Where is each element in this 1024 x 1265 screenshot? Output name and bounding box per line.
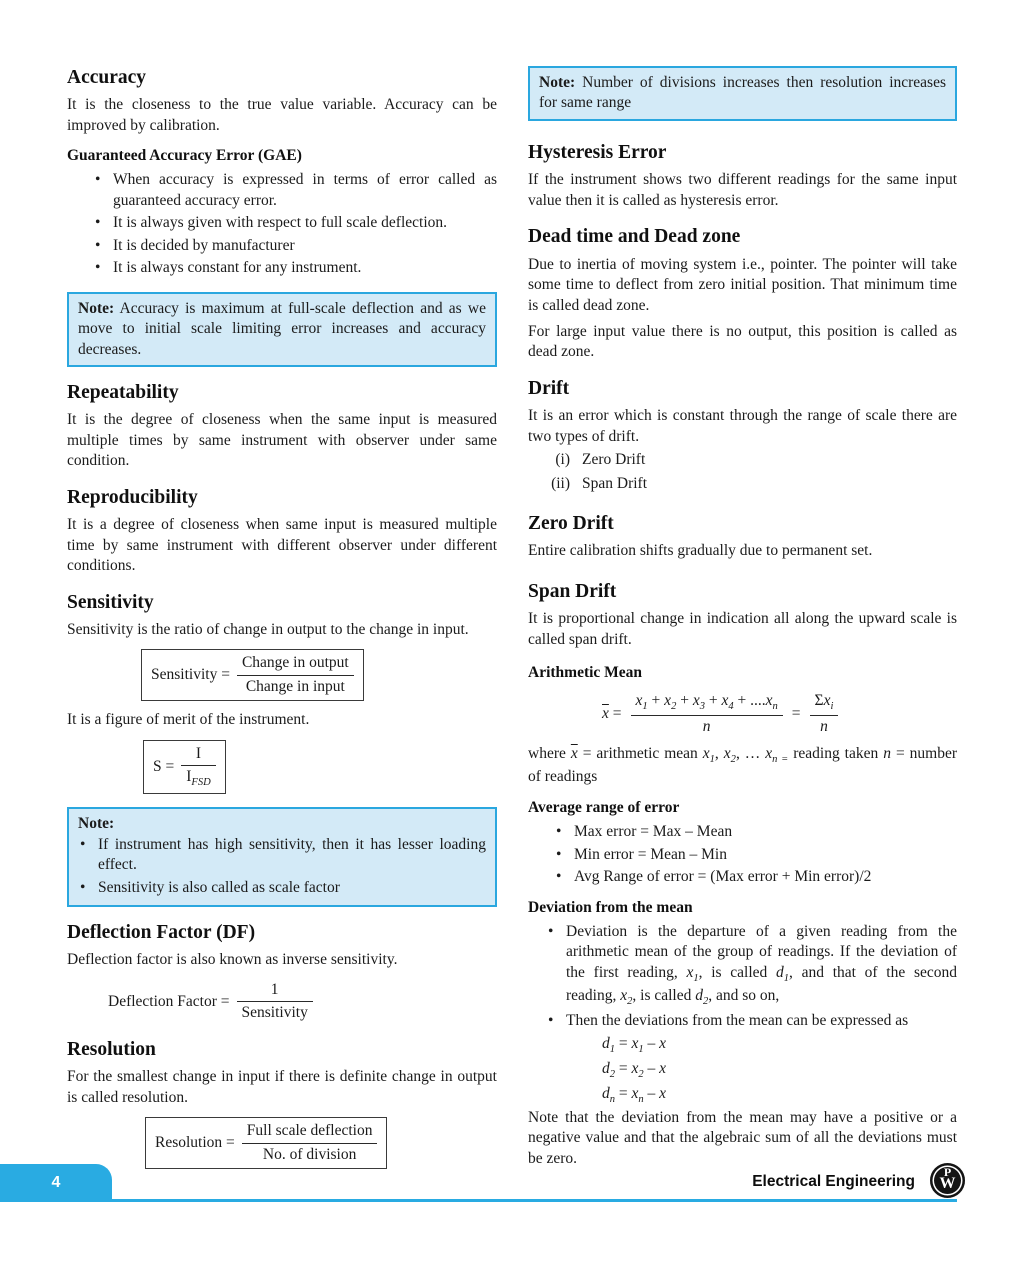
list-item-text: Deviation is the departure of a given reading from the arithmetic mean of the group of readings. If the deviation of the first reading, $x_1$, is called $d_1$, and that of the second reading, $x_2$, is called $d_2$, and so on, xyxy=(566,922,958,1007)
list-item-text: Sensitivity is also called as scale factor xyxy=(98,878,340,896)
left-column xyxy=(67,66,497,1178)
bullet-icon xyxy=(80,878,98,898)
bullet-icon xyxy=(95,258,113,278)
denominator: No. of division xyxy=(262,1145,357,1163)
heading-resolution: Resolution xyxy=(67,1038,156,1060)
heading-drift: Drift xyxy=(528,377,570,399)
list-item xyxy=(548,922,957,1009)
deviation-note: Note that the deviation from the mean may have a positive or a negative value and that the algebraic sum of all the deviations must be zero. xyxy=(528,1108,957,1167)
bullet-icon xyxy=(548,922,566,1009)
formula-box xyxy=(141,649,364,701)
list-item xyxy=(95,258,497,278)
note-text xyxy=(539,73,946,114)
denominator: n xyxy=(702,718,711,736)
list-item xyxy=(556,867,957,887)
list-item-text: It is always constant for any instrument. xyxy=(113,259,362,277)
span-drift-body: It is proportional change in indication all along the upward scale is called span drift. xyxy=(528,610,957,648)
heading-span-drift: Span Drift xyxy=(528,580,617,602)
note-label: Note: xyxy=(78,815,115,833)
equals-sign: = xyxy=(791,705,801,723)
fraction xyxy=(631,691,783,737)
sensitivity-formula xyxy=(141,649,497,701)
numerator: Change in output xyxy=(237,653,354,675)
formula-lhs: Resolution = xyxy=(155,1133,235,1151)
list-item-text: Max error = Max – Mean xyxy=(574,823,733,841)
heading-reproducibility: Reproducibility xyxy=(67,486,198,508)
heading-zero-drift: Zero Drift xyxy=(528,513,614,535)
list-item xyxy=(95,170,497,211)
fraction xyxy=(242,1121,378,1165)
heading-accuracy: Accuracy xyxy=(67,67,147,88)
list-item xyxy=(95,213,497,233)
list-item xyxy=(540,450,957,470)
deviation-equations xyxy=(602,1033,957,1108)
denominator: n xyxy=(820,718,828,736)
drift-type-list xyxy=(528,450,957,494)
fraction xyxy=(181,744,215,790)
heading-dead-zone: Dead time and Dead zone xyxy=(528,226,741,248)
list-item xyxy=(95,236,497,256)
list-item-text: Zero Drift xyxy=(582,451,646,469)
formula-lhs: S = xyxy=(153,757,175,775)
bullet-icon xyxy=(556,845,574,865)
list-item-text: Then the deviations from the mean can be expressed as xyxy=(566,1011,909,1029)
merit-body: It is a figure of merit of the instrument. xyxy=(67,711,310,729)
gae-bullet-list xyxy=(67,170,497,278)
note-label: Note: xyxy=(78,299,115,317)
note-box-resolution xyxy=(528,66,957,121)
heading-deflection-factor: Deflection Factor (DF) xyxy=(67,922,256,944)
dead-body-1: Due to inertia of moving system i.e., pointer. The pointer will take some time to deflect from zero initial position. That minimum time is called dead zone. xyxy=(528,255,957,314)
bullet-icon xyxy=(95,170,113,211)
equation-dn: $d_n = x_n - x$ xyxy=(602,1085,667,1106)
list-item xyxy=(540,474,957,494)
bullet-icon xyxy=(80,835,98,876)
logo-letter-w: W xyxy=(939,1175,956,1192)
bullet-icon xyxy=(556,867,574,887)
heading-average-range: Average range of error xyxy=(528,799,680,817)
list-item-text: Span Drift xyxy=(582,474,648,492)
bullet-icon xyxy=(95,236,113,256)
equation-d2: $d_2 = x_2 - x$ xyxy=(602,1060,667,1081)
page-number-tab xyxy=(0,1164,112,1202)
heading-deviation: Deviation from the mean xyxy=(528,898,693,916)
s-formula xyxy=(143,740,497,794)
reproducibility-body: It is a degree of closeness when same input is measured multiple time by same instrument with different observer under different conditions. xyxy=(67,516,497,575)
formula-lhs: $\overline{x}$ = xyxy=(602,705,622,723)
resolution-formula xyxy=(145,1117,497,1169)
publisher-pw-logo xyxy=(930,1163,965,1198)
denominator: Change in input xyxy=(245,677,345,695)
fraction xyxy=(237,653,354,697)
avg-bullet-list xyxy=(528,822,957,887)
note-body: Number of divisions increases then resolution increases for same range xyxy=(539,74,946,112)
drift-body: It is an error which is constant through the range of scale there are two types of drift. xyxy=(528,407,957,445)
numerator: Full scale deflection xyxy=(242,1121,378,1143)
bullet-icon xyxy=(556,822,574,842)
note-body: Accuracy is maximum at full-scale deflection and as we move to initial scale limiting error increases and accuracy decreases. xyxy=(78,299,486,358)
equation-d1: $d_1 = x_1 - x$ xyxy=(602,1035,667,1056)
logo-letter-p: P xyxy=(943,1165,952,1179)
bullet-icon xyxy=(548,1011,566,1031)
sensitivity-body: Sensitivity is the ratio of change in output to the change in input. xyxy=(67,620,469,638)
list-item xyxy=(556,845,957,865)
list-marker: (ii) xyxy=(551,474,570,492)
list-item xyxy=(548,1011,957,1031)
numerator: 1 xyxy=(237,980,313,1002)
note-text xyxy=(78,299,486,360)
accuracy-body: It is the closeness to the true value variable. Accuracy can be improved by calibration. xyxy=(67,96,497,134)
list-item xyxy=(80,878,486,898)
right-column xyxy=(528,66,957,1172)
heading-hysteresis: Hysteresis Error xyxy=(528,141,667,163)
formula-lhs: Sensitivity = xyxy=(151,666,230,684)
note-box-sensitivity xyxy=(67,807,497,907)
denominator: $I_{FSD}$ xyxy=(186,768,211,789)
df-formula xyxy=(108,980,497,1024)
formula xyxy=(108,980,313,1024)
mean-where-line: where $\overline{x}$ = arithmetic mean $x_1$, $x_2$, … $x_{n =}$ reading taken n = number of readings xyxy=(528,744,958,785)
numerator: $x_1 + x_2 + x_3 + x_4 + ....x_n$ xyxy=(631,691,783,716)
page-number: 4 xyxy=(51,1174,61,1192)
dead-body-2: For large input value there is no output, this position is called as dead zone. xyxy=(528,322,957,361)
list-item-text: Min error = Mean – Min xyxy=(574,845,727,863)
list-item-text: When accuracy is expressed in terms of error called as guaranteed accuracy error. xyxy=(113,171,497,209)
list-item-text: It is decided by manufacturer xyxy=(113,236,295,254)
df-body: Deflection factor is also known as inverse sensitivity. xyxy=(67,951,398,969)
formula-box xyxy=(143,740,226,794)
numerator: I xyxy=(181,744,215,766)
bullet-icon xyxy=(95,213,113,233)
heading-gae: Guaranteed Accuracy Error (GAE) xyxy=(67,147,302,165)
formula-box xyxy=(145,1117,387,1169)
book-title: Electrical Engineering xyxy=(752,1173,915,1190)
repeatability-body: It is the degree of closeness when the same input is measured multiple times by same instrument with observer under same condition. xyxy=(67,411,497,470)
deviation-bullet-list xyxy=(528,922,957,1031)
note-box-accuracy xyxy=(67,292,497,367)
list-item xyxy=(80,835,486,876)
heading-arithmetic-mean: Arithmetic Mean xyxy=(528,664,643,682)
zero-drift-body: Entire calibration shifts gradually due to permanent set. xyxy=(528,542,873,560)
heading-repeatability: Repeatability xyxy=(67,382,179,404)
footer-rule xyxy=(0,1199,957,1202)
resolution-body: For the smallest change in input if there is definite change in output is called resolution. xyxy=(67,1068,497,1106)
fraction xyxy=(237,980,313,1024)
list-item-text: It is always given with respect to full scale deflection. xyxy=(113,214,448,232)
list-item-text: If instrument has high sensitivity, then it has lesser loading effect. xyxy=(98,835,486,874)
fraction xyxy=(810,691,839,737)
list-item xyxy=(556,822,957,842)
heading-sensitivity: Sensitivity xyxy=(67,591,154,613)
list-item-text: Avg Range of error = (Max error + Min error)/2 xyxy=(574,868,872,886)
mean-formula xyxy=(602,691,957,737)
denominator: Sensitivity xyxy=(241,1004,308,1022)
numerator: $\Sigma x_i$ xyxy=(810,691,839,716)
list-marker: (i) xyxy=(555,451,570,469)
note-label: Note: xyxy=(539,74,576,91)
hysteresis-body: If the instrument shows two different readings for the same input value then it is called as hysteresis error. xyxy=(528,171,957,209)
formula-lhs: Deflection Factor = xyxy=(108,992,230,1010)
